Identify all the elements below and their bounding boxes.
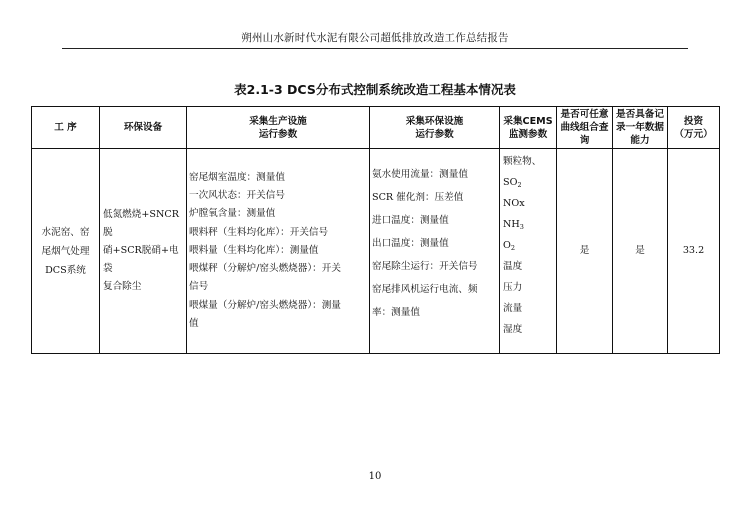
table-header-row bbox=[32, 107, 720, 149]
cell-one-year-record: 是 bbox=[613, 149, 668, 354]
cell-curve-query: 是 bbox=[557, 149, 613, 354]
table-row bbox=[32, 149, 720, 354]
col-header-production-params: 采集生产设施 运行参数 bbox=[187, 107, 370, 149]
col-header-investment: 投资 （万元） bbox=[668, 107, 720, 149]
col-header-env-params: 采集环保设施 运行参数 bbox=[370, 107, 500, 149]
col-header-cems-params: 采集CEMS 监测参数 bbox=[500, 107, 557, 149]
cell-process: 水泥窑、窑 尾烟气处理 DCS系统 bbox=[32, 149, 100, 354]
cell-production-params: 窑尾烟室温度：测量值 一次风状态：开关信号 炉膛氧含量：测量值 喂料秤（生料均化库）：开关信号 喂料量（生料均化库）：测量值 喂煤秤（分解炉/窑头燃烧器）：开关 信号 喂煤量（分解炉/窑头燃烧器）：测量 值 bbox=[187, 149, 370, 354]
col-header-one-year-record: 是否具备记 录一年数据 能力 bbox=[613, 107, 668, 149]
cell-investment: 33.2 bbox=[668, 149, 720, 354]
dcs-info-table bbox=[31, 106, 720, 354]
cell-env-params: 氨水使用流量：测量值 SCR 催化剂：压差值 进口温度：测量值 出口温度：测量值 窑尾除尘运行：开关信号 窑尾排风机运行电流、频 率：测量值 bbox=[370, 149, 500, 354]
col-header-equipment: 环保设备 bbox=[100, 107, 187, 149]
col-header-process: 工 序 bbox=[32, 107, 100, 149]
table-title: 表2.1-3 DCS分布式控制系统改造工程基本情况表 bbox=[234, 82, 516, 97]
page-header: 朔州山水新时代水泥有限公司超低排放改造工作总结报告 bbox=[241, 32, 509, 44]
header-rule bbox=[62, 48, 688, 49]
col-header-curve-query: 是否可任意 曲线组合查 询 bbox=[557, 107, 613, 149]
page-number: 10 bbox=[368, 471, 382, 482]
cell-equipment: 低氮燃烧+SNCR脱 硝+SCR脱硝+电袋 复合除尘 bbox=[100, 149, 187, 354]
cell-cems-params: 颗粒物、 $SO_2$ NOx $NH_3$ $O_2$ 温度 压力 流量 湿度 bbox=[500, 149, 557, 354]
